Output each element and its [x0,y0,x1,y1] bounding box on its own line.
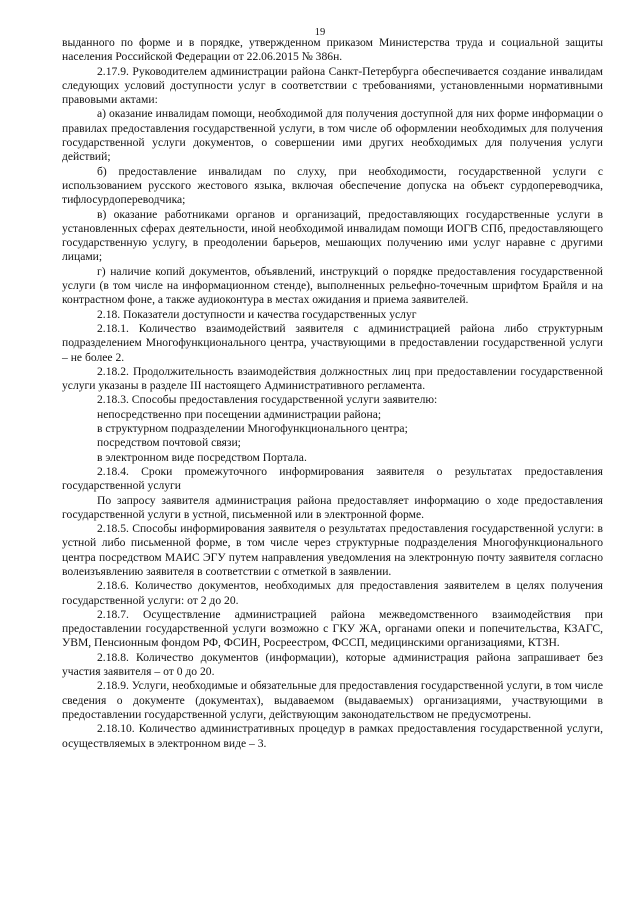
paragraph: б) предоставление инвалидам по слуху, при необходимости, государственной услуги с использованием русского жестового языка, включая обеспечение допуска на объект сурдопереводчика, тифлосурдопереводчика; [62,164,603,207]
document-body [62,36,603,751]
page-number: 19 [314,27,326,38]
paragraph: 2.18. Показатели доступности и качества государственных услуг [97,307,417,321]
paragraph: посредством почтовой связи; [97,436,241,450]
paragraph: 2.18.6. Количество документов, необходимых для предоставления заявителем в целях получения государственной услуги: от 2 до 20. [62,579,603,607]
paragraph: непосредственно при посещении администрации района; [97,407,382,421]
paragraph: 2.18.8. Количество документов (информации), которые администрация района запрашивает без участия заявителя – от 0 до 20. [62,650,603,679]
paragraph: г) наличие копий документов, объявлений, инструкций о порядке предоставления государственной услуги (в том числе на информационном стенде), выполненных рельефно-точечным шрифтом Брайля и на контрастном фоне, а также аудиоконтура в местах ожидания и приема заявителей. [62,264,603,307]
paragraph: 2.18.2. Продолжительность взаимодействия должностных лиц при предоставлении государственной услуги указаны в разделе III настоящего Административного регламента. [62,364,603,393]
paragraph: 2.18.9. Услуги, необходимые и обязательные для предоставления государственной услуги, в том числе сведения о документе (документах), выдаваемом (выдаваемых) организациями, участвующими в предоставлении государственной услуги, действующим законодательством не предусмотрены. [62,679,603,721]
paragraph: выданного по форме и в порядке, утвержденном приказом Министерства труда и социальной защиты населения Российской Федерации от 22.06.2015 № 386н. [62,36,603,64]
paragraph: 2.17.9. Руководителем администрации района Санкт-Петербурга обеспечивается создание инвалидам следующих условий доступности услуг в соответствии с требованиями, установленными нормативными правовыми актами: [62,64,603,107]
paragraph: 2.18.4. Сроки промежуточного информирования заявителя о результатах предоставления государственной услуги [62,464,603,493]
paragraph: По запросу заявителя администрация района предоставляет информацию о ходе предоставления государственной услуги в устной, письменной или в электронной форме. [62,493,603,521]
paragraph: 2.18.1. Количество взаимодействий заявителя с администрацией района либо структурным подразделением Многофункционального центра, участвующими в предоставлении государственной услуги – не более 2. [62,321,603,364]
paragraph: а) оказание инвалидам помощи, необходимой для получения доступной для них форме информации о правилах предоставления государственной услуги, в том числе об оформлении необходимых для получения государственной услуги документов, о совершении ими других необходимых для получения услуги действий; [62,107,603,164]
paragraph: 2.18.7. Осуществление администрацией района межведомственного взаимодействия при предоставлении государственной услуги возможно с ГКУ ЖА, органами опеки и попечительства, КЗАГС, УВМ, Пенсионным фондом РФ, ФСИН, Росреестром, ФССП, медицинскими организациями, КТЗН. [62,607,603,650]
paragraph: в) оказание работниками органов и организаций, предоставляющих государственные услуги в установленных сферах деятельности, иной необходимой инвалидам помощи ИОГВ СПб, предоставляющего государственную услугу, в преодолении барьеров, мешающих получению ими услуг наравне с другими лицами; [62,207,603,264]
paragraph: в электронном виде посредством Портала. [97,450,307,464]
paragraph: 2.18.10. Количество административных процедур в рамках предоставления государственной услуги, осуществляемых в электронном виде – 3. [62,722,603,750]
paragraph: в структурном подразделении Многофункционального центра; [97,422,408,436]
paragraph: 2.18.3. Способы предоставления государственной услуги заявителю: [97,393,438,407]
paragraph: 2.18.5. Способы информирования заявителя о результатах предоставления государственной услуги: в устной либо письменной форме, в том числе через структурные подразделения Многофункционального центра посредством МАИС ЭГУ путем направления уведомления на электронную почту заявителя согласно волеизъявлению заявителя в соответствии с отметкой в заявлении. [62,522,603,578]
